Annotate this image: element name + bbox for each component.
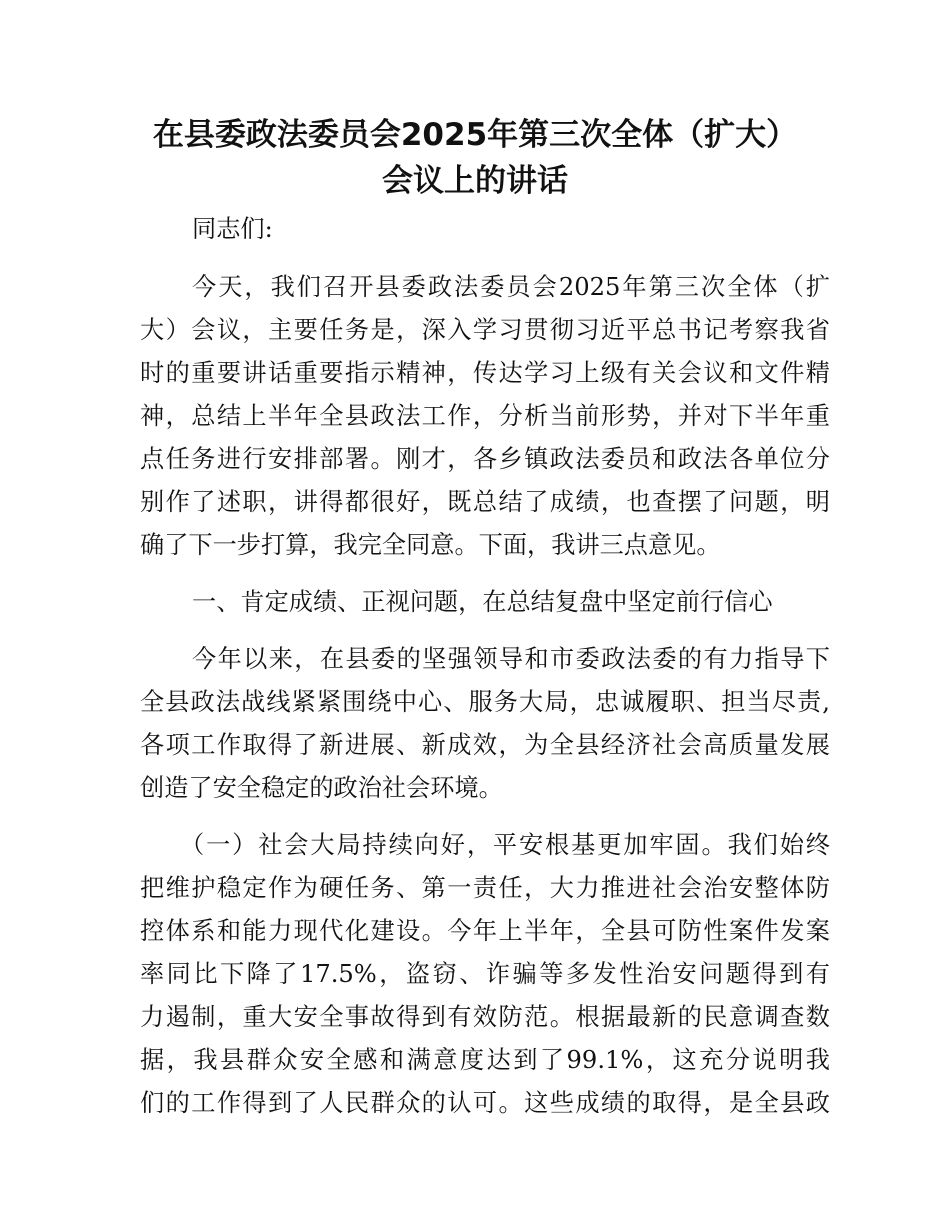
- intro-line-4: 神，总结上半年全县政法工作，分析当前形势，并对下半年重: [140, 402, 830, 430]
- subsection-1-line-1: （一）社会大局持续向好，平安根基更加牢固。我们始终: [180, 831, 830, 859]
- intro-line-6: 别作了述职，讲得都很好，既总结了成绩，也查摆了问题，明: [140, 488, 830, 516]
- section-1-heading: 一、肯定成绩、正视问题，在总结复盘中坚定前行信心: [192, 588, 773, 616]
- document-title-line-2: 会议上的讲话: [382, 163, 568, 199]
- subsection-1-line-2: 把维护稳定作为硬任务、第一责任，大力推进社会治安整体防: [140, 874, 830, 902]
- intro-line-2: 大）会议，主要任务是，深入学习贯彻习近平总书记考察我省: [140, 316, 830, 344]
- intro-line-3: 时的重要讲话重要指示精神，传达学习上级有关会议和文件精: [140, 359, 830, 387]
- section-1-para-line-4: 创造了安全稳定的政治社会环境。: [140, 774, 503, 802]
- section-1-para-line-3: 各项工作取得了新进展、新成效，为全县经济社会高质量发展: [140, 731, 830, 759]
- subsection-1-line-3: 控体系和能力现代化建设。今年上半年，全县可防性案件发案: [140, 917, 830, 945]
- intro-line-1: 今天，我们召开县委政法委员会2025年第三次全体（扩: [192, 273, 830, 301]
- intro-line-7: 确了下一步打算，我完全同意。下面，我讲三点意见。: [140, 531, 721, 559]
- subsection-1-line-7: 们的工作得到了人民群众的认可。这些成绩的取得，是全县政: [140, 1089, 830, 1117]
- subsection-1-line-5: 力遏制，重大安全事故得到有效防范。根据最新的民意调查数: [140, 1003, 830, 1031]
- intro-line-5: 点任务进行安排部署。刚才，各乡镇政法委员和政法各单位分: [140, 445, 830, 473]
- salutation: 同志们:: [192, 215, 273, 243]
- document-title-line-1: 在县委政法委员会2025年第三次全体（扩大）: [152, 117, 798, 153]
- subsection-1-line-4: 率同比下降了17.5%，盗窃、诈骗等多发性治安问题得到有: [140, 960, 830, 988]
- section-1-para-line-2: 全县政法战线紧紧围绕中心、服务大局，忠诚履职、担当尽责,: [140, 688, 830, 716]
- section-1-para-line-1: 今年以来，在县委的坚强领导和市委政法委的有力指导下: [192, 645, 830, 673]
- subsection-1-line-6: 据，我县群众安全感和满意度达到了99.1%，这充分说明我: [140, 1046, 830, 1074]
